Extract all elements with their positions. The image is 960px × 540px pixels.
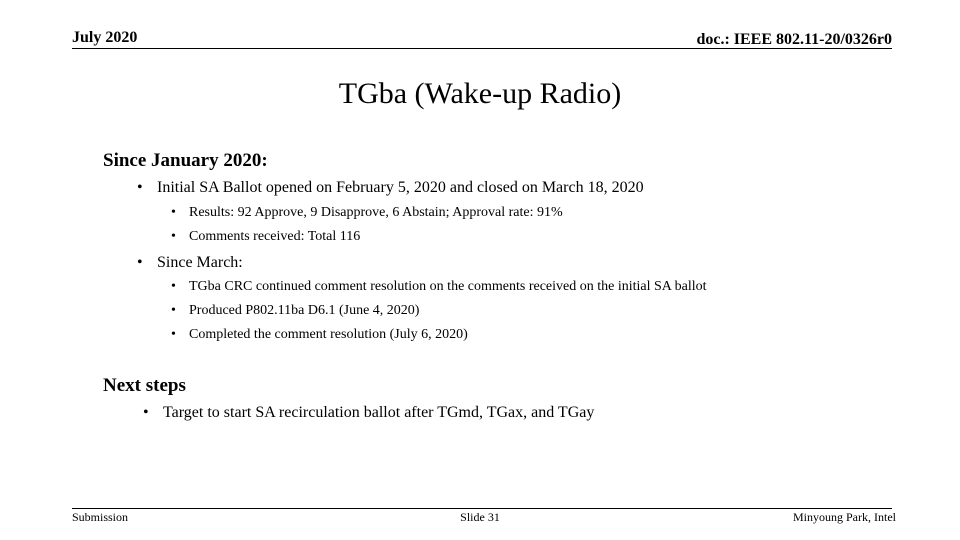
subbullet-text: Comments received: Total 116 bbox=[189, 229, 361, 244]
bullet-glyph: • bbox=[143, 404, 149, 421]
header-rule bbox=[72, 48, 892, 49]
section-heading-since-january: Since January 2020: bbox=[103, 150, 268, 171]
header-date: July 2020 bbox=[72, 29, 138, 46]
section-heading-next-steps: Next steps bbox=[103, 375, 186, 396]
subbullet-text: Results: 92 Approve, 9 Disapprove, 6 Abstain; Approval rate: 91% bbox=[189, 205, 563, 220]
bullet-glyph: • bbox=[171, 303, 176, 318]
bullet-glyph: • bbox=[171, 279, 176, 294]
footer-rule bbox=[72, 508, 892, 509]
footer-author: Minyoung Park, Intel bbox=[793, 510, 896, 524]
subbullet-text: Produced P802.11ba D6.1 (June 4, 2020) bbox=[189, 303, 420, 318]
bullet-glyph: • bbox=[171, 229, 176, 244]
bullet-glyph: • bbox=[171, 327, 176, 342]
bullet-glyph: • bbox=[171, 205, 176, 220]
bullet-text: Since March: bbox=[157, 254, 243, 271]
bullet-glyph: • bbox=[137, 179, 143, 196]
subbullet-text: Completed the comment resolution (July 6, 2020) bbox=[189, 327, 468, 342]
footer-submission: Submission bbox=[72, 510, 129, 524]
subbullet-text: TGba CRC continued comment resolution on the comments received on the initial SA ballot bbox=[189, 279, 707, 294]
header-doc-id: doc.: IEEE 802.11-20/0326r0 bbox=[696, 31, 892, 48]
bullet-text: Initial SA Ballot opened on February 5, 2020 and closed on March 18, 2020 bbox=[157, 179, 644, 196]
slide-title: TGba (Wake-up Radio) bbox=[338, 77, 622, 110]
bullet-text: Target to start SA recirculation ballot after TGmd, TGax, and TGay bbox=[163, 404, 595, 421]
footer-slide-number: Slide 31 bbox=[460, 510, 500, 524]
bullet-glyph: • bbox=[137, 254, 143, 271]
